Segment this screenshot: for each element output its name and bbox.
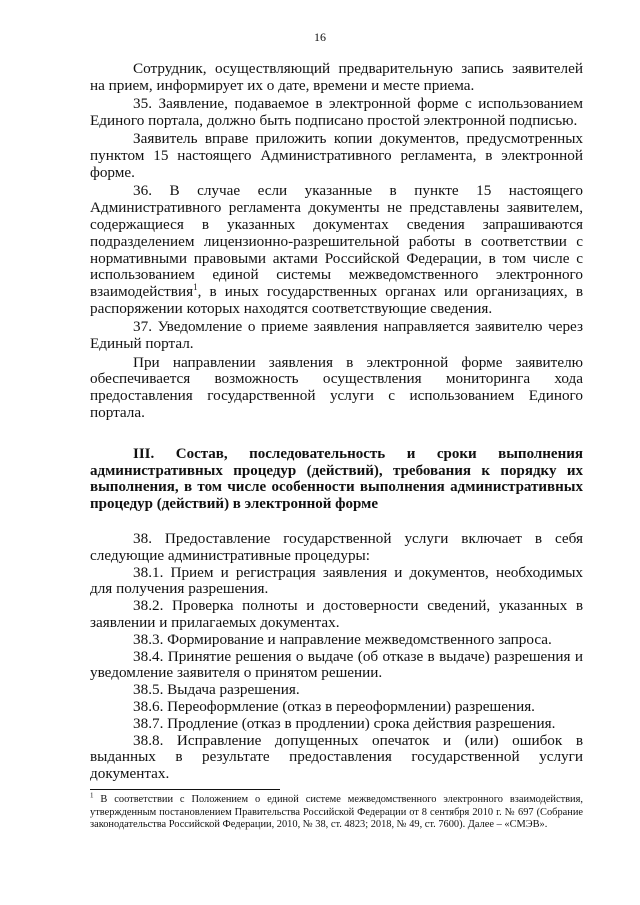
footnote — [90, 791, 583, 832]
paragraph-36 — [90, 183, 583, 317]
footnote-reference: 1 — [193, 282, 198, 293]
body-text — [90, 61, 583, 423]
procedure-item: 38.1. Прием и регистрация заявления и документов, необходимых для получения разрешения. — [90, 563, 583, 598]
paragraph-36-text-start: 36. В случае если указанные в пункте 15 настоящего Административного регламента документы не представлены заявителем, содержащиеся в указанных документах сведения запрашиваются подразделением лицензионно-разрешительной работы в соответствии с нормативными правовыми актами Российской Федерации, в том числе с использованием единой системы межведомственного электронного взаимодействия — [90, 182, 583, 301]
procedure-item: 38.4. Принятие решения о выдаче (об отказе в выдаче) разрешения и уведомление заявителя о принятом решении. — [90, 647, 583, 682]
procedure-item: 38.2. Проверка полноты и достоверности сведений, указанных в заявлении и прилагаемых документах. — [90, 597, 583, 631]
procedure-item: 38.8. Исправление допущенных опечаток и (или) ошибок в выданных в результате предоставления государственной услуги документах. — [90, 731, 583, 783]
procedure-item: 38.7. Продление (отказ в продлении) срока действия разрешения. — [133, 714, 556, 732]
section-heading: III. Состав, последовательность и сроки выполнения административных процедур (действий), требования к порядку их выполнения, в том числе особенности выполнения административных процедур (действий) в электронной форме — [90, 446, 583, 512]
paragraph-38-intro: 38. Предоставление государственной услуги включает в себя следующие административные процедуры: — [90, 530, 583, 564]
paragraph-attach-copies: Заявитель вправе приложить копии документов, предусмотренных пунктом 15 настоящего Административного регламента, в электронной форме. — [90, 130, 583, 181]
paragraph-monitoring: При направлении заявления в электронной форме заявителю обеспечивается возможность осуществления мониторинга хода предоставления государственной услуги с использованием Единого портала. — [90, 353, 583, 421]
procedure-item: 38.3. Формирование и направление межведомственного запроса. — [133, 630, 552, 648]
footnote-text: В соответствии с Положением о единой системе межведомственного электронного взаимодействия, утвержденным постановлением Правительства Российской Федерации от 8 сентября 2010 г. № 697 (Собрание законодательства Российской Федерации, 2010, № 38, ст. 4823; 2018, № 49, ст. 7600). Далее – «СМЭВ». — [90, 794, 583, 831]
footnote-divider — [90, 789, 280, 790]
page-number: 16 — [314, 30, 326, 44]
procedure-item: 38.6. Переоформление (отказ в переоформлении) разрешения. — [133, 697, 535, 715]
procedures-list — [90, 531, 583, 783]
footnote-mark: 1 — [90, 791, 94, 800]
paragraph-36-text-end: , в иных государственных органах или организациях, в распоряжении которых находятся соответствующие сведения. — [90, 283, 583, 317]
procedure-item: 38.5. Выдача разрешения. — [133, 681, 300, 699]
paragraph-35: 35. Заявление, подаваемое в электронной форме с использованием Единого портала, должно быть подписано простой электронной подписью. — [90, 95, 583, 129]
paragraph-registration-info: Сотрудник, осуществляющий предварительную запись заявителей на прием, информирует их о дате, времени и месте приема. — [90, 60, 583, 94]
paragraph-37: 37. Уведомление о приеме заявления направляется заявителю через Единый портал. — [90, 318, 583, 353]
